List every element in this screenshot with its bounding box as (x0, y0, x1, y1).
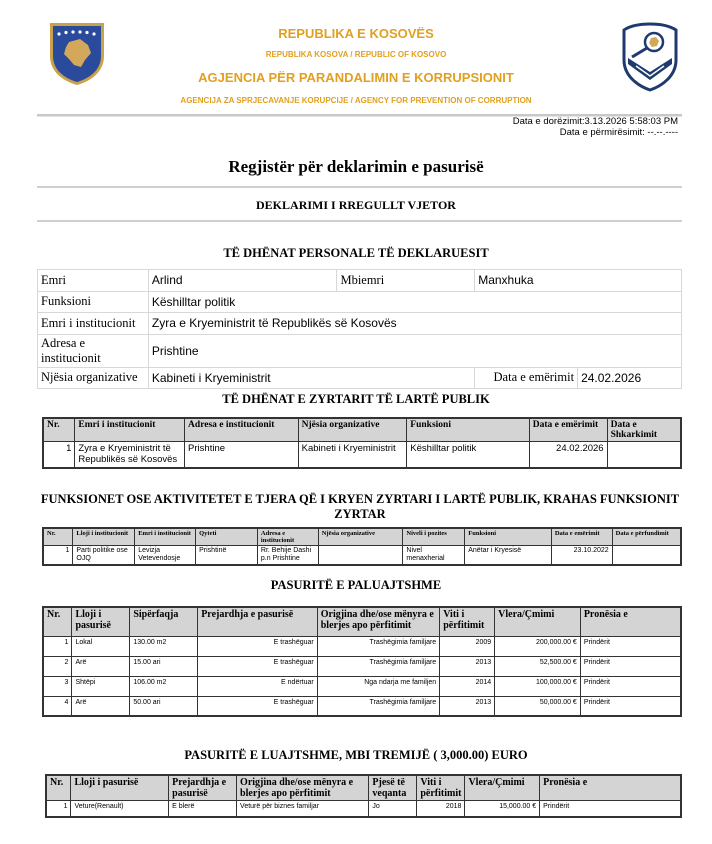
table-row (43, 676, 681, 696)
function-label: Funksioni (38, 291, 149, 313)
function-value: Këshilltar politik (148, 291, 681, 313)
table-row (38, 367, 682, 389)
last-name-label: Mbiemri (337, 270, 475, 292)
appointment-date-value: 24.02.2026 (578, 367, 682, 389)
column-header: Nr. (43, 528, 73, 546)
cell-provenance: E ndërtuar (198, 676, 318, 696)
cell-ownership: Prindërit (580, 696, 681, 716)
table-row (43, 636, 681, 656)
cell-area: 106.00 m2 (130, 676, 198, 696)
official-data-table (42, 417, 682, 469)
cell-city: Prishtinë (196, 546, 258, 566)
cell-provenance: E trashëguar (198, 636, 318, 656)
cell-ownership: Prindërit (540, 801, 681, 817)
column-header: Emri i institucionit (135, 528, 196, 546)
institution-value: Zyra e Kryeministrit të Republikës së Kosovës (148, 313, 681, 335)
column-header: Funksioni (465, 528, 552, 546)
header-agency-other-languages: AGENCIJA ZA SPRJECAVANJE KORUPCIJE / AGENCY FOR PREVENTION OF CORRUPTION (180, 96, 532, 105)
table-row (43, 546, 681, 566)
header-country-other-languages: REPUBLIKA KOSOVA / REPUBLIC OF KOSOVO (265, 50, 447, 59)
table-row (38, 291, 682, 313)
appointment-date-label: Data e emërimit (475, 367, 578, 389)
header-country-albanian: REPUBLIKA E KOSOVËS (278, 26, 434, 41)
anti-corruption-agency-emblem-icon (616, 20, 684, 92)
other-functions-table (42, 527, 682, 566)
cell-provenance: E trashëguar (198, 696, 318, 716)
address-label: Adresa e institucionit (38, 334, 149, 367)
cell-institution: Zyra e Kryeministrit të Republikës së Kosovës (75, 442, 185, 468)
table-header-row (43, 528, 681, 546)
cell-area: 130.00 m2 (130, 636, 198, 656)
cell-unit (318, 546, 403, 566)
column-header: Njësia organizative (298, 418, 407, 442)
submission-info (513, 116, 678, 138)
table-header-row (43, 418, 681, 442)
column-header: Viti i përfitimit (440, 607, 495, 636)
cell-dismissal-date (607, 442, 681, 468)
column-header: Data e përfundimit (612, 528, 681, 546)
cell-appointment-date: 24.02.2026 (529, 442, 607, 468)
immovable-assets-table (42, 606, 682, 717)
cell-institution-name: Levizja Vetevendosje (135, 546, 196, 566)
immovable-section-title: PASURITË E PALUAJTSHME (270, 578, 442, 592)
column-header: Adresa e institucionit (257, 528, 318, 546)
submission-date: Data e dorëzimit:3.13.2026 5:58:03 PM (512, 116, 678, 127)
cell-nr: 1 (43, 442, 75, 468)
cell-asset-type: Veture(Renault) (71, 801, 169, 817)
column-header: Funksioni (407, 418, 529, 442)
cell-nr: 2 (43, 656, 72, 676)
table-row (43, 442, 681, 468)
column-header: Emri i institucionit (75, 418, 185, 442)
cell-function: Anëtar i Kryesisë (465, 546, 552, 566)
column-header: Data e Shkarkimit (607, 418, 681, 442)
column-header: Vlera/Çmimi (495, 607, 581, 636)
column-header: Sipërfaqja (130, 607, 198, 636)
cell-origin: Trashëgimia familjare (317, 636, 439, 656)
cell-area: 15.00 ari (130, 656, 198, 676)
cell-value: 100,000.00 € (495, 676, 581, 696)
cell-provenance: E blerë (169, 801, 237, 817)
unit-value: Kabineti i Kryeministrit (148, 367, 474, 389)
cell-ownership: Prindërit (580, 636, 681, 656)
column-header: Niveli i pozites (403, 528, 465, 546)
table-header-row (46, 775, 681, 801)
column-header: Nr. (46, 775, 71, 801)
cell-position-level: Nivel menaxherial (403, 546, 465, 566)
column-header: Pronësia e (540, 775, 681, 801)
cell-origin: Trashëgimia familjare (317, 696, 439, 716)
cell-year: 2018 (417, 801, 465, 817)
personal-data-table (37, 269, 682, 389)
unit-label: Njësia organizative (38, 367, 149, 389)
page-title: Regjistër për deklarimin e pasurisë (228, 157, 484, 176)
official-section-title: TË DHËNAT E ZYRTARIT TË LARTË PUBLIK (222, 392, 490, 406)
declaration-type: DEKLARIMI I RREGULLT VJETOR (256, 198, 456, 212)
cell-nr: 1 (43, 546, 73, 566)
cell-value: 50,000.00 € (495, 696, 581, 716)
cell-ownership: Prindërit (580, 656, 681, 676)
cell-special-parts: Jo (369, 801, 417, 817)
column-header: Pjesë të veqanta (369, 775, 417, 801)
column-header: Prejardhja e pasurisë (169, 775, 237, 801)
cell-address: Prishtine (185, 442, 299, 468)
cell-area: 50.00 ari (130, 696, 198, 716)
table-row (43, 656, 681, 676)
column-header: Nr. (43, 607, 72, 636)
column-header: Pronësia e (580, 607, 681, 636)
cell-nr: 4 (43, 696, 72, 716)
cell-unit: Kabineti i Kryeministrit (298, 442, 407, 468)
column-header: Prejardhja e pasurisë (198, 607, 318, 636)
personal-section-title: TË DHËNAT PERSONALE TË DEKLARUESIT (223, 246, 489, 260)
table-row (46, 801, 681, 817)
column-header: Lloji i institucionit (73, 528, 135, 546)
cell-origin: Nga ndarja me familjen (317, 676, 439, 696)
column-header: Data e emërimit (529, 418, 607, 442)
declaration-type-divider (37, 220, 682, 222)
column-header: Vlera/Çmimi (465, 775, 540, 801)
cell-asset-type: Arë (72, 656, 130, 676)
column-header: Lloji i pasurisë (72, 607, 130, 636)
column-header: Viti i përfitimit (417, 775, 465, 801)
agency-header (0, 0, 712, 120)
table-row (43, 696, 681, 716)
cell-origin: Trashëgimia familjare (317, 656, 439, 676)
column-header: Adresa e institucionit (185, 418, 299, 442)
cell-value: 52,500.00 € (495, 656, 581, 676)
amendment-date: Data e përmirësimit: --.--.---- (559, 127, 678, 138)
cell-year: 2009 (440, 636, 495, 656)
institution-label: Emri i institucionit (38, 313, 149, 335)
movable-section-title: PASURITË E LUAJTSHME, MBI TREMIJË ( 3,000.00) EURO (184, 748, 528, 762)
cell-provenance: E trashëguar (198, 656, 318, 676)
cell-institution-type: Parti politike ose OJQ (73, 546, 135, 566)
cell-origin: Veturë për biznes familjar (237, 801, 369, 817)
table-header-row (43, 607, 681, 636)
cell-value: 15,000.00 € (465, 801, 540, 817)
cell-year: 2013 (440, 656, 495, 676)
table-row (38, 313, 682, 335)
first-name-value: Arlind (148, 270, 337, 292)
cell-address: Rr. Behije Dashi p.n Prishtine (257, 546, 318, 566)
table-row (38, 334, 682, 367)
cell-nr: 3 (43, 676, 72, 696)
column-header: Data e emërimit (551, 528, 612, 546)
cell-end-date (612, 546, 681, 566)
cell-function: Këshilltar politik (407, 442, 529, 468)
cell-year: 2013 (440, 696, 495, 716)
last-name-value: Manxhuka (475, 270, 682, 292)
cell-value: 200,000.00 € (495, 636, 581, 656)
first-name-label: Emri (38, 270, 149, 292)
cell-nr: 1 (43, 636, 72, 656)
cell-year: 2014 (440, 676, 495, 696)
cell-asset-type: Arë (72, 696, 130, 716)
other-functions-section-title: FUNKSIONET OSE AKTIVITETET E TJERA QË I KRYEN ZYRTARI I LARTË PUBLIK, KRAHAS FUNKSIONIT ZYRTAR (40, 492, 680, 521)
cell-asset-type: Shtëpi (72, 676, 130, 696)
column-header: Qyteti (196, 528, 258, 546)
header-agency-albanian: AGJENCIA PËR PARANDALIMIN E KORRUPSIONIT (198, 70, 514, 85)
movable-assets-table (45, 774, 682, 818)
column-header: Origjina dhe/ose mënyra e blerjes apo përfitimit (317, 607, 439, 636)
column-header: Lloji i pasurisë (71, 775, 169, 801)
column-header: Nr. (43, 418, 75, 442)
column-header: Njësia organizative (318, 528, 403, 546)
table-row (38, 270, 682, 292)
title-divider (37, 186, 682, 188)
cell-ownership: Prindërit (580, 676, 681, 696)
cell-asset-type: Lokal (72, 636, 130, 656)
cell-appointment-date: 23.10.2022 (551, 546, 612, 566)
cell-nr: 1 (46, 801, 71, 817)
column-header: Origjina dhe/ose mënyra e blerjes apo përfitimit (237, 775, 369, 801)
address-value: Prishtine (148, 334, 681, 367)
